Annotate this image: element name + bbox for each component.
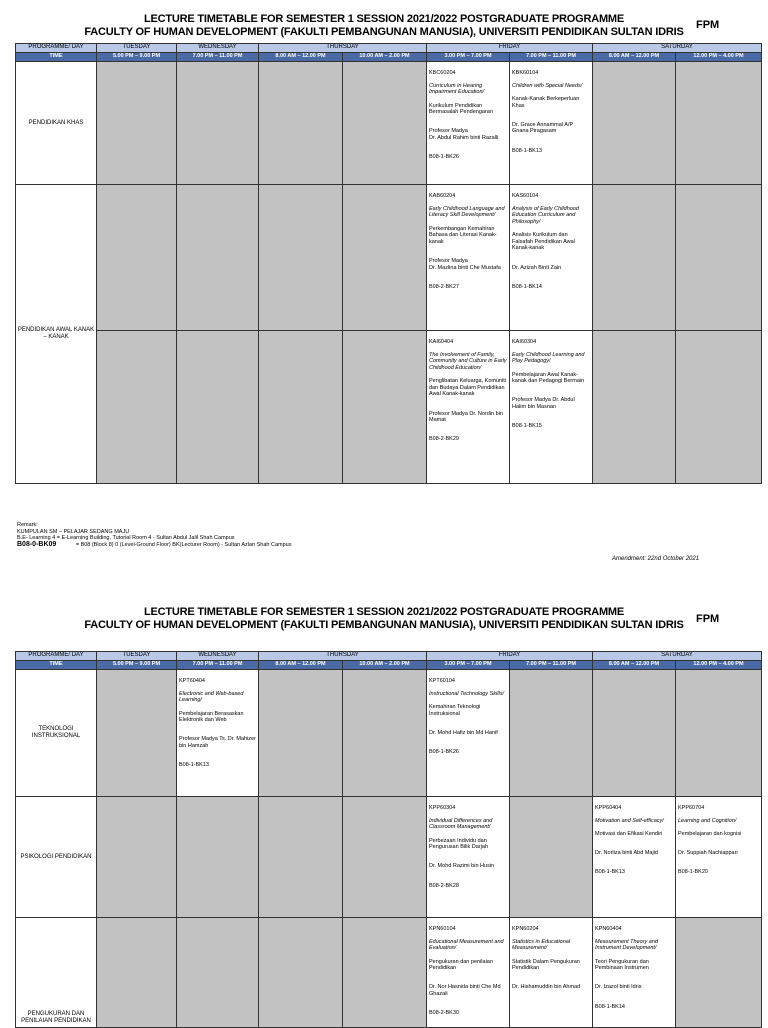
table-row bbox=[16, 670, 762, 797]
programme-name: PENGUKURAN DAN PENILAIAN PENDIDIKAN bbox=[16, 918, 97, 1028]
empty-slot bbox=[593, 331, 676, 484]
course-title-ms: Analisis Kurikulum dan Falsafah Pendidikan Awal Kanak-kanak bbox=[512, 232, 575, 252]
course-cell bbox=[510, 331, 593, 484]
header-time: TIME bbox=[16, 53, 97, 62]
slot-label: 5.00 PM – 9.00 PM bbox=[97, 661, 177, 670]
lecturer-name: Dr. Izazol binti Idris bbox=[595, 984, 642, 991]
room-code: B08-1-BK14 bbox=[512, 283, 542, 290]
empty-slot bbox=[177, 331, 259, 484]
course-title-ms: Pembelajaran Berasaskan Elektronik dan Web bbox=[179, 710, 244, 724]
empty-slot bbox=[343, 797, 427, 918]
lecturer-name: Dr. Norliza binti Abd Majid bbox=[595, 850, 658, 857]
course-title-en: Curriculum in Hearing Impairment Education/ bbox=[429, 82, 485, 96]
course-cell bbox=[427, 918, 510, 1028]
course-title-ms: Teori Pengukuran dan Pembinaan Instrumen bbox=[595, 958, 649, 972]
course-title-en: Individual Differences and Classroom Management/ bbox=[429, 817, 493, 831]
amendment-date: Amendment: 22nd October 2021 bbox=[612, 556, 700, 562]
empty-slot bbox=[259, 797, 343, 918]
course-code: KPP60304 bbox=[429, 804, 456, 811]
empty-slot bbox=[97, 670, 177, 797]
programme-name: PENDIDIKAN AWAL KANAK – KANAK bbox=[16, 185, 97, 484]
slot-label: 8.00 AM – 12.00 PM bbox=[259, 661, 343, 670]
page-title bbox=[0, 13, 768, 39]
remarks-title: Remark: bbox=[17, 522, 38, 528]
empty-slot bbox=[177, 185, 259, 331]
header-friday: FRIDAY bbox=[427, 44, 593, 53]
course-title-en: Learning and Cognition/ bbox=[678, 817, 737, 824]
course-cell bbox=[427, 797, 510, 918]
table-row bbox=[16, 185, 762, 331]
table-row bbox=[16, 331, 762, 484]
empty-slot bbox=[593, 185, 676, 331]
course-code: KBK60104 bbox=[512, 69, 539, 76]
course-title-en: Motivation and Self-efficacy/ bbox=[595, 817, 664, 824]
empty-slot bbox=[97, 918, 177, 1028]
course-title-ms: Kurikulum Pendidikan Bermasalah Pendengaran bbox=[429, 102, 493, 116]
slot-label: 7.00 PM – 11.00 PM bbox=[510, 661, 593, 670]
empty-slot bbox=[510, 670, 593, 797]
empty-slot bbox=[259, 331, 343, 484]
course-title-ms: Perbezaan Individu dan Pengurusan Bilik Darjah bbox=[429, 837, 489, 851]
slot-label: 7.00 PM – 11.00 PM bbox=[177, 53, 259, 62]
room-code-example: B08-0-BK09 bbox=[17, 540, 57, 548]
course-code: KPT60404 bbox=[179, 677, 205, 684]
room-code-explanation: = B08 (Block 8) 0 (Level-Ground Floor) BK(Lecturer Room) - Sultan Azlan Shah Campus bbox=[75, 541, 292, 548]
course-title-en: Instructional Technology Skills/ bbox=[429, 690, 505, 697]
slot-label: 8.00 AM – 12.00 PM bbox=[593, 53, 676, 62]
course-code: KPN60404 bbox=[595, 925, 622, 932]
course-title-en: Analysis of Early Childhood Education Curriculum and Philosophy/ bbox=[512, 205, 579, 225]
course-cell bbox=[593, 918, 676, 1028]
course-cell bbox=[427, 185, 510, 331]
course-cell bbox=[427, 331, 510, 484]
course-title-en: Statistics in Educational Measurement/ bbox=[512, 938, 571, 952]
empty-slot bbox=[259, 918, 343, 1028]
course-cell bbox=[510, 918, 593, 1028]
course-title-ms: Pembelajaran Awal Kanak-kanak dan Pedagogi Bermain bbox=[512, 371, 585, 385]
empty-slot bbox=[593, 62, 676, 185]
course-code: KPT60104 bbox=[429, 677, 455, 684]
header-wednesday: WEDNESDAY bbox=[177, 652, 259, 661]
course-title-en: Early Childhood Language and Literacy Skill Development/ bbox=[429, 205, 505, 219]
course-title-en: Educational Measurement and Evaluation/ bbox=[429, 938, 504, 952]
empty-slot bbox=[259, 670, 343, 797]
empty-slot bbox=[177, 797, 259, 918]
empty-slot bbox=[343, 185, 427, 331]
remarks-line: B.E- Learning 4 = E-Learning Building, Tutorial Room 4 - Sultan Abdul Jalil Shah Campus bbox=[17, 535, 235, 541]
lecturer-name: Profesor Madya Ts. Dr. Mahizer bin Hamzah bbox=[179, 736, 256, 749]
header-friday: FRIDAY bbox=[427, 652, 593, 661]
room-code: B08-1-BK14 bbox=[595, 1003, 625, 1010]
slot-label: 7.00 PM – 11.00 PM bbox=[510, 53, 593, 62]
programme-name: TEKNOLOGI INSTRUKSIONAL bbox=[16, 670, 97, 797]
course-title-en: Early Childhood Learning and Play Pedagogy/ bbox=[512, 351, 585, 365]
course-code: KPP60704 bbox=[678, 804, 705, 811]
faculty-badge: FPM bbox=[696, 19, 720, 31]
slot-label: 8.00 AM – 12.00 PM bbox=[259, 53, 343, 62]
room-code: B08-2-BK29 bbox=[429, 436, 459, 443]
course-title-ms: Penglibatan Keluarga, Komuniti dan Budaya Dalam Pendidikan Awal Kanak-kanak bbox=[429, 378, 507, 398]
empty-slot bbox=[676, 62, 762, 185]
title-line-2: FACULTY OF HUMAN DEVELOPMENT (FAKULTI PEMBANGUNAN MANUSIA), UNIVERSITI PENDIDIKAN SULTAN IDRIS bbox=[84, 26, 684, 38]
header-programme: PROGRAMME/ DAY bbox=[16, 44, 97, 53]
slot-label: 8.00 AM – 12.00 PM bbox=[593, 661, 676, 670]
lecturer-name: Dr. Grace Annammal A/P Gnana Piragasam bbox=[512, 121, 574, 135]
lecturer-name: Profesor Madya Dr. Abdul Halim bin Masnan bbox=[512, 397, 575, 410]
empty-slot bbox=[510, 797, 593, 918]
course-cell bbox=[510, 185, 593, 331]
room-code: B08-1-BK13 bbox=[595, 869, 625, 876]
empty-slot bbox=[97, 797, 177, 918]
header-saturday: SATURDAY bbox=[593, 44, 762, 53]
course-code: KPN60104 bbox=[429, 925, 456, 932]
course-title-ms: Kanak-Kanak Berkeperluan Khas bbox=[512, 95, 580, 109]
lecturer-name: Dr. Hishamuddin bin Ahmad bbox=[512, 984, 581, 991]
slot-label: 5.00 PM – 9.00 PM bbox=[97, 53, 177, 62]
lecturer-name: Dr. Nor Hasnida binti Che Md Ghazali bbox=[429, 984, 501, 997]
course-title-en: Measurement Theory and Instrument Development/ bbox=[595, 938, 658, 952]
table-row bbox=[16, 62, 762, 185]
empty-slot bbox=[97, 62, 177, 185]
course-title-ms: Pembelajaran dan kognisi bbox=[678, 830, 742, 837]
header-tuesday: TUESDAY bbox=[97, 652, 177, 661]
empty-slot bbox=[177, 62, 259, 185]
course-code: KAS60104 bbox=[512, 192, 539, 199]
room-code: B08-1-BK13 bbox=[512, 147, 542, 154]
title-line-2: FACULTY OF HUMAN DEVELOPMENT (FAKULTI PEMBANGUNAN MANUSIA), UNIVERSITI PENDIDIKAN SULTAN IDRIS bbox=[84, 619, 684, 631]
course-cell bbox=[427, 670, 510, 797]
room-code: B08-2-BK30 bbox=[429, 1010, 459, 1017]
lecturer-name: Dr. Mohd Hafiz bin Md Hanif bbox=[429, 729, 498, 736]
empty-slot bbox=[343, 670, 427, 797]
empty-slot bbox=[259, 185, 343, 331]
programme-name: PSIKOLOGI PENDIDIKAN bbox=[16, 797, 97, 918]
timetable-table bbox=[15, 651, 762, 1028]
header-saturday: SATURDAY bbox=[593, 652, 762, 661]
empty-slot bbox=[343, 918, 427, 1028]
course-title-ms: Statistik Dalam Pengukuran Pendidikan bbox=[512, 958, 580, 972]
room-code: B08-1-BK20 bbox=[678, 869, 708, 876]
room-code: B08-1-BK15 bbox=[512, 423, 542, 430]
empty-slot bbox=[343, 62, 427, 185]
table-row bbox=[16, 797, 762, 918]
lecturer-name: Profesor Madya Dr. Nordin bin Mamat bbox=[429, 410, 503, 424]
empty-slot bbox=[593, 670, 676, 797]
programme-name: PENDIDIKAN KHAS bbox=[16, 62, 97, 185]
remarks-line bbox=[17, 542, 292, 549]
course-title-ms: Motivasi dan Efikasi Kendiri bbox=[595, 830, 663, 837]
empty-slot bbox=[676, 670, 762, 797]
course-cell bbox=[593, 797, 676, 918]
course-code: KAI60304 bbox=[512, 338, 537, 345]
table-row bbox=[16, 918, 762, 1028]
course-title-en: The Involvement of Family, Community and Culture in Early Childhood Education/ bbox=[429, 351, 507, 371]
course-code: KAI60404 bbox=[429, 338, 454, 345]
title-line-1: LECTURE TIMETABLE FOR SEMESTER 1 SESSION 2021/2022 POSTGRADUATE PROGRAMME bbox=[143, 13, 625, 25]
header-thursday: THURSDAY bbox=[259, 44, 427, 53]
course-cell bbox=[510, 62, 593, 185]
empty-slot bbox=[676, 185, 762, 331]
course-title-ms: Pengukuran dan penilaian Pendidikan bbox=[429, 958, 493, 972]
lecturer-name: Dr. Azizah Binti Zain bbox=[512, 264, 562, 271]
header-thursday: THURSDAY bbox=[259, 652, 427, 661]
slot-label: 10.00 AM – 2.00 PM bbox=[343, 53, 427, 62]
header-time: TIME bbox=[16, 661, 97, 670]
remarks-line: KUMPULAN SM – PELAJAR SEDANG MAJU bbox=[17, 528, 130, 535]
empty-slot bbox=[676, 918, 762, 1028]
slot-label: 12.00 PM – 4.00 PM bbox=[676, 661, 762, 670]
header-wednesday: WEDNESDAY bbox=[177, 44, 259, 53]
empty-slot bbox=[259, 62, 343, 185]
lecturer-name: Dr. Mohd Razimi bin Husin bbox=[429, 863, 495, 870]
slot-label: 10.00 AM – 2.00 PM bbox=[343, 661, 427, 670]
slot-label: 7.00 PM – 11.00 PM bbox=[177, 661, 259, 670]
course-code: KPN60204 bbox=[512, 925, 539, 932]
room-code: B08-1-BK26 bbox=[429, 154, 459, 161]
remarks-block bbox=[17, 522, 292, 548]
slot-label: 3.00 PM – 7.00 PM bbox=[427, 53, 510, 62]
faculty-badge: FPM bbox=[696, 613, 720, 625]
room-code: B08-2-BK28 bbox=[429, 882, 459, 889]
course-code: KAB60204 bbox=[429, 192, 456, 199]
course-cell bbox=[676, 797, 762, 918]
course-code: KPP60404 bbox=[595, 804, 622, 811]
course-cell bbox=[427, 62, 510, 185]
course-title-ms: Perkembangan Kemahiran Bahasa dan Literasi Kanak-kanak bbox=[429, 225, 497, 245]
room-code: B08-1-BK26 bbox=[429, 748, 459, 755]
page-title bbox=[0, 606, 768, 632]
timetable-table bbox=[15, 43, 762, 484]
empty-slot bbox=[177, 918, 259, 1028]
room-code: B08-1-BK13 bbox=[179, 762, 209, 769]
empty-slot bbox=[676, 331, 762, 484]
header-tuesday: TUESDAY bbox=[97, 44, 177, 53]
course-code: KBC60204 bbox=[429, 69, 456, 76]
title-line-1: LECTURE TIMETABLE FOR SEMESTER 1 SESSION 2021/2022 POSTGRADUATE PROGRAMME bbox=[143, 606, 625, 618]
empty-slot bbox=[343, 331, 427, 484]
course-cell bbox=[177, 670, 259, 797]
slot-label: 12.00 PM – 4.00 PM bbox=[676, 53, 762, 62]
empty-slot bbox=[97, 185, 177, 331]
slot-label: 3.00 PM – 7.00 PM bbox=[427, 661, 510, 670]
course-title-en: Children with Special Needs/ bbox=[512, 82, 583, 89]
lecturer-name: Dr. Suppiah Nachiappan bbox=[678, 850, 738, 857]
lecturer-name: Profesor Madya Dr. Mazlina binti Che Mustafa bbox=[429, 257, 501, 271]
room-code: B08-2-BK27 bbox=[429, 283, 459, 290]
course-title-ms: Kemahiran Teknologi Instruksional bbox=[429, 703, 481, 717]
empty-slot bbox=[97, 331, 177, 484]
lecturer-name: Profesor Madya Dr. Abdul Rahim binti Razalli bbox=[429, 128, 499, 141]
course-title-en: Electronic and Web-based Learning/ bbox=[179, 690, 244, 704]
header-programme: PROGRAMME/ DAY bbox=[16, 652, 97, 661]
